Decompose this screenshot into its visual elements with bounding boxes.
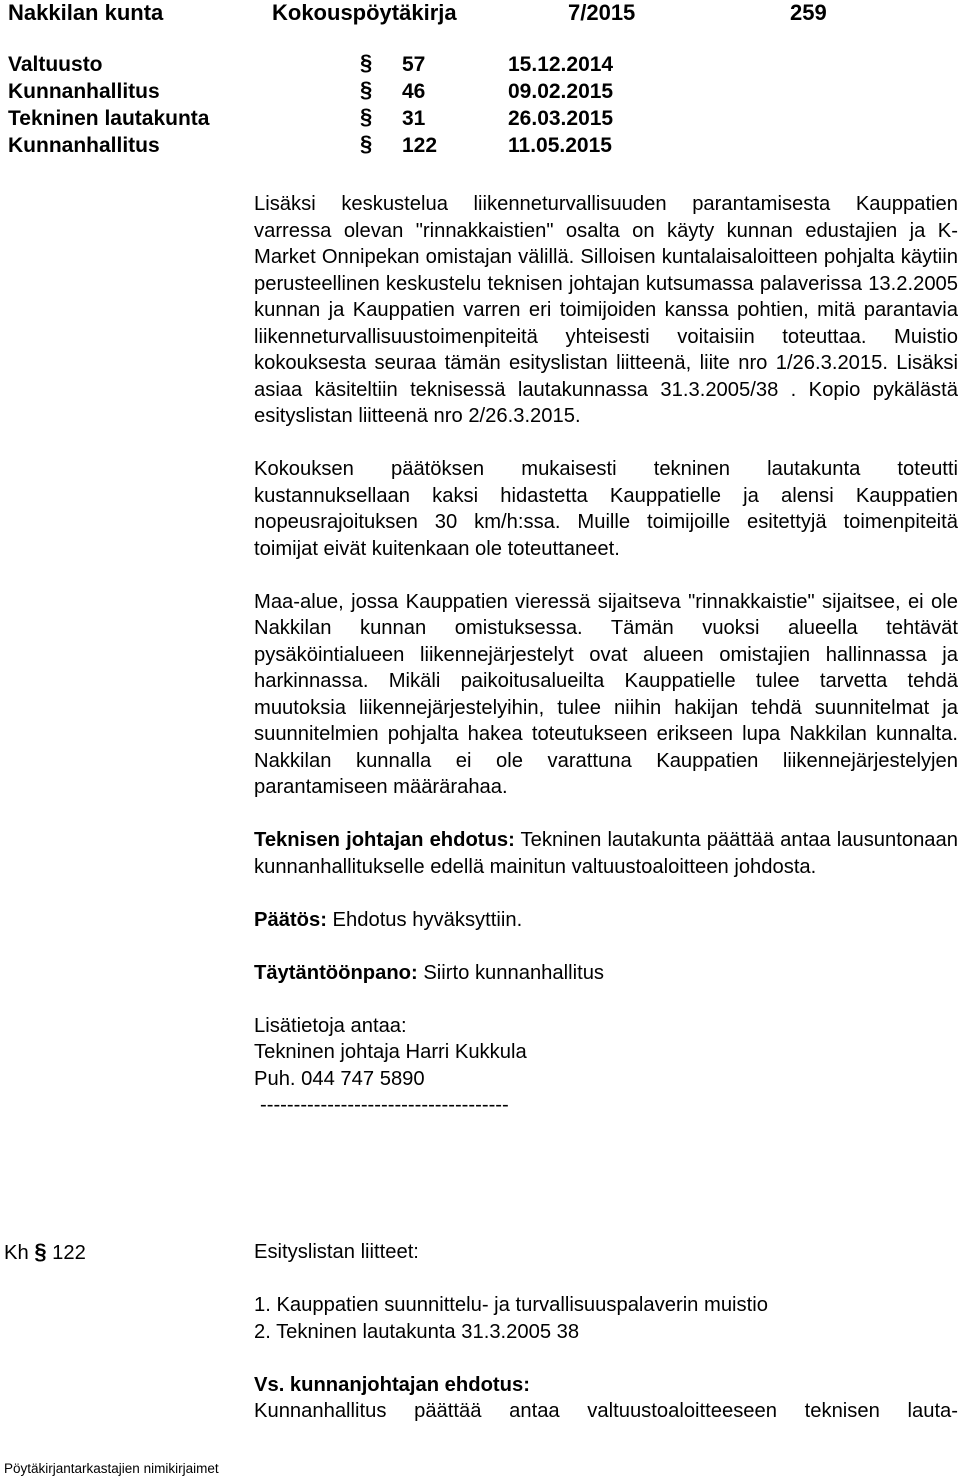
history-body: Tekninen lautakunta [8, 107, 210, 130]
history-number: 122 [402, 134, 438, 157]
section-sign-icon: § [34, 1239, 47, 1264]
section-sign-icon: § [360, 77, 373, 102]
contact-heading: Lisätietoja antaa: [254, 1014, 407, 1037]
land-ownership-paragraph: Maa-alue, jossa Kauppatien vieressä sijaitseva "rinnakkaistie" sijaitsee, ei ole Nakkilan kunnan omistuksessa. Tämän vuoksi alueella tehtävät pysäköintialueen liikennejärjestelyt ovat alueen omistajien hallinnassa ja harkinnassa. Mikäli paikoitusalueilta Kauppatielle tulee tarvetta tehdä muutoksia liikennejärjestelyihin, tulee niihin hakijan tehdä suunnitelmat ja suunnitelmien pohjalta hakea toteutukseen erikseen lupa Nakkilan kunnalta. Nakkilan kunnalla ei ole varattuna Kauppatien liikennejärjestelyjen parantamiseen määrärahaa. [254, 590, 958, 798]
inspector-initials-label: Pöytäkirjantarkastajien nimikirjaimet [4, 1461, 219, 1476]
section-sign-icon: § [360, 104, 373, 129]
history-date: 26.03.2015 [508, 107, 614, 130]
municipality-name: Nakkilan kunta [8, 0, 164, 25]
proposal-label: Teknisen johtajan ehdotus: [254, 829, 515, 851]
decision-line [254, 907, 958, 934]
page-number: 259 [790, 0, 827, 25]
history-number: 46 [402, 80, 426, 103]
decision-label: Päätös: [254, 908, 327, 931]
manager-proposal-label: Vs. kunnanjohtajan ehdotus: [254, 1373, 530, 1396]
attachment-item: 1. Kauppatien suunnittelu- ja turvallisuuspalaverin muistio [254, 1294, 768, 1316]
main-content [254, 191, 958, 1119]
history-body: Kunnanhallitus [8, 134, 160, 157]
background-paragraph: Lisäksi keskustelua liikenneturvallisuuden parantamisesta Kauppatien varressa olevan "rinnakkaistien" osalta on käyty kunnan edustajien ja K-Market Onnipekan omistajan välillä. Silloisen kuntalaisaloitteen pohjalta käytiin perusteellinen keskustelu teknisen johtajan kutsumassa palaverissa 13.2.2005 kunnan ja Kauppatien varren eri toimijoiden kanssa pohtien, mitä parantavia liikenneturvallisuustoimenpiteitä yhteisesti voitaisiin toteuttaa. Muistio kokouksesta seuraa tämän esityslistan liitteenä, liite nro 1/26.3.2015. Lisäksi asiaa käsiteltiin teknisessä lautakunnassa 31.3.2005/38 . Kopio pykälästä esityslistan liitteenä nro 2/26.3.2015. [254, 193, 958, 427]
execution-text: Siirto kunnanhallitus [423, 961, 605, 984]
contact-person: Tekninen johtaja Harri Kukkula [254, 1041, 527, 1063]
execution-label: Täytäntöönpano: [254, 961, 418, 984]
attachments-heading: Esityslistan liitteet: [254, 1241, 419, 1263]
section-sign-icon: § [360, 50, 373, 75]
kh-number: 122 [52, 1242, 86, 1264]
execution-line [254, 960, 958, 987]
proposal-paragraph [254, 827, 958, 880]
document-type: Kokouspöytäkirja [272, 0, 457, 25]
history-number: 31 [402, 107, 426, 130]
history-date: 09.02.2015 [508, 80, 614, 103]
history-date: 15.12.2014 [508, 53, 614, 76]
attachment-item: 2. Tekninen lautakunta 31.3.2005 38 [254, 1320, 580, 1343]
history-number: 57 [402, 53, 426, 76]
measures-paragraph: Kokouksen päätöksen mukaisesti tekninen lautakunta toteutti kustannuksellaan kaksi hidastetta Kauppatielle ja alensi Kauppatien nopeusrajoituksen 30 km/h:ssa. Muille toimijoille esitettyjä toimenpiteitä toimijat eivät kuitenkaan ole toteuttaneet. [254, 458, 958, 560]
history-date: 11.05.2015 [508, 134, 612, 157]
kh-section-content [254, 1239, 958, 1425]
history-body: Kunnanhallitus [8, 80, 160, 103]
proposal-text: Tekninen lautakunta päättää antaa lausuntonaan kunnanhallitukselle edellä mainitun valtuustoaloitteen johdosta. [254, 829, 958, 878]
history-body: Valtuusto [8, 53, 103, 76]
section-sign-icon: § [360, 131, 373, 156]
kh-section-heading [4, 1239, 86, 1267]
issue-number: 7/2015 [568, 0, 636, 25]
manager-proposal-text: Kunnanhallitus päättää antaa valtuustoaloitteeseen teknisen lauta- [254, 1400, 958, 1422]
decision-text: Ehdotus hyväksyttiin. [332, 908, 523, 931]
kh-body: Kh [4, 1242, 29, 1264]
separator-line: ------------------------------------- [260, 1094, 509, 1116]
contact-phone: Puh. 044 747 5890 [254, 1067, 425, 1090]
